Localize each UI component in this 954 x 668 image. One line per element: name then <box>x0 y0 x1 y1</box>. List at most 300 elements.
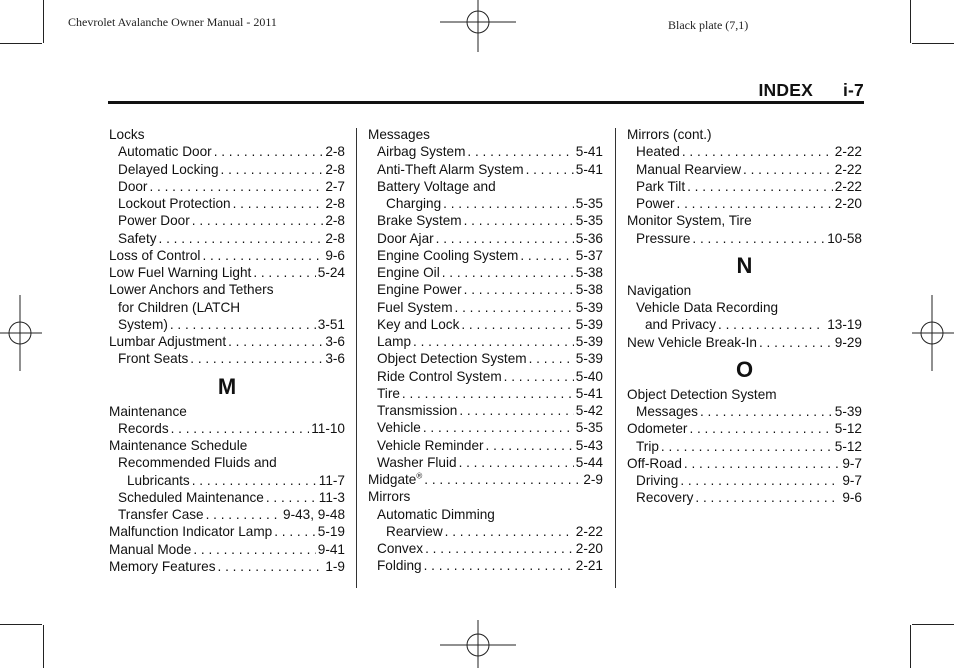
index-entry-page: 9-29 <box>834 334 862 350</box>
dot-leader <box>445 523 574 540</box>
index-entry-text: Navigation <box>627 282 692 298</box>
index-entry-page: 2-8 <box>325 196 345 211</box>
index-entry-label <box>118 489 264 506</box>
index-entry <box>627 178 862 195</box>
index-entry-text: Power <box>636 196 675 211</box>
index-entry-page: 5-12 <box>834 421 862 437</box>
index-entry-label <box>636 299 778 316</box>
index-entry-label <box>636 143 680 160</box>
index-entry <box>368 419 603 436</box>
index-entry-text: Object Detection System <box>377 351 527 367</box>
index-entry-label <box>118 350 188 367</box>
index-entry-text: Lockout Protection <box>118 196 231 211</box>
index-entry-page: 5-39 <box>575 351 603 367</box>
dot-leader <box>424 471 581 488</box>
index-entry-text: Midgate <box>368 472 417 487</box>
index-entry <box>627 299 862 316</box>
index-entry-label <box>377 333 411 350</box>
dot-leader <box>529 350 574 367</box>
index-entry-label <box>377 557 422 574</box>
index-entry <box>368 230 603 247</box>
index-entry-label <box>627 126 712 143</box>
index-entry-text: Odometer <box>627 421 688 437</box>
index-entry-label <box>627 386 777 403</box>
index-entry-label <box>118 316 168 333</box>
index-entry-label <box>118 299 240 316</box>
index-entry-page: 9-6 <box>842 490 862 506</box>
index-entry-page: 11-3 <box>318 489 345 505</box>
index-entry-label <box>377 264 440 281</box>
index-letter-heading: O <box>735 356 754 382</box>
index-entry-text: and Privacy <box>645 317 717 333</box>
index-entry-page: 5-36 <box>575 230 603 246</box>
index-entry <box>109 420 345 437</box>
index-entry-label <box>627 212 752 229</box>
index-entry-page: 5-41 <box>575 385 603 401</box>
index-entry-text: Power Door <box>118 213 190 229</box>
index-column-3 <box>627 126 862 507</box>
dot-leader <box>233 195 324 212</box>
index-entry-label <box>377 230 434 247</box>
index-entry-text: Washer Fluid <box>377 454 457 470</box>
dot-leader <box>759 334 833 351</box>
header-rule <box>108 101 864 104</box>
index-entry <box>627 316 862 333</box>
dot-leader <box>695 489 840 506</box>
index-entry-page: 5-39 <box>575 299 603 315</box>
registration-mark-bottom <box>440 620 516 668</box>
index-entry-text: Maintenance <box>109 403 187 419</box>
index-entry <box>368 247 603 264</box>
index-entry-text: Folding <box>377 558 422 574</box>
index-entry <box>109 454 345 471</box>
index-entry <box>109 195 345 212</box>
dot-leader <box>159 230 324 247</box>
index-entry-label <box>636 438 659 455</box>
index-entry-page: 2-20 <box>834 196 862 211</box>
index-entry-page: 3-6 <box>325 334 345 349</box>
index-entry <box>627 143 862 160</box>
index-entry <box>368 316 603 333</box>
dot-leader <box>467 143 573 160</box>
index-entry-label <box>368 126 430 143</box>
index-entry <box>368 402 603 419</box>
crop-mark-top-right-horizontal <box>912 43 954 44</box>
dot-leader <box>718 316 825 333</box>
index-entry-page: 5-19 <box>317 524 345 540</box>
dot-leader <box>486 437 574 454</box>
index-entry-page: 2-8 <box>325 230 345 246</box>
index-entry-page: 2-22 <box>834 178 862 194</box>
index-entry-page: 13-19 <box>827 317 862 333</box>
index-entry-page: 10-58 <box>827 230 862 246</box>
index-entry-label <box>109 523 272 540</box>
index-entry-page: 11-10 <box>311 420 345 436</box>
index-entry-label <box>109 541 191 558</box>
dot-leader <box>266 489 317 506</box>
index-entry <box>627 386 862 403</box>
index-entry-page: 2-7 <box>325 178 345 194</box>
index-entry <box>627 212 862 229</box>
dot-leader <box>464 281 574 298</box>
index-entry <box>109 541 345 558</box>
dot-leader <box>193 541 315 558</box>
index-column-2 <box>368 126 603 575</box>
registration-mark-top <box>440 0 516 52</box>
index-entry-label <box>118 230 157 247</box>
index-entry-page: 9-7 <box>842 473 862 488</box>
dot-leader <box>170 316 316 333</box>
index-entry <box>109 178 345 195</box>
index-entry-page: 2-22 <box>834 161 862 177</box>
index-page-number: i-7 <box>842 80 864 100</box>
dot-leader <box>221 161 324 178</box>
index-entry <box>627 455 862 472</box>
index-entry-text: Records <box>118 420 169 436</box>
index-entry-label <box>377 161 524 178</box>
index-entry-text: Front Seats <box>118 351 189 367</box>
index-entry <box>627 230 862 247</box>
index-entry-page: 2-20 <box>575 541 603 556</box>
index-entry-label <box>118 454 277 471</box>
column-divider-1 <box>356 128 357 588</box>
index-entry <box>109 143 345 160</box>
index-entry-page: 3-6 <box>325 351 345 367</box>
index-entry-label <box>377 540 423 557</box>
index-entry <box>109 437 345 454</box>
index-entry-label <box>636 230 690 247</box>
dot-leader <box>202 247 323 264</box>
index-entry-label <box>368 488 410 505</box>
index-entry-label <box>377 506 495 523</box>
index-entry-label <box>645 316 716 333</box>
index-entry-label <box>627 282 691 299</box>
dot-leader <box>436 230 574 247</box>
index-entry <box>109 523 345 540</box>
index-entry-page: 9-7 <box>842 455 862 471</box>
index-entry <box>368 281 603 298</box>
dot-leader <box>274 523 316 540</box>
dot-leader <box>661 438 833 455</box>
index-entry-label <box>377 212 462 229</box>
dot-leader <box>228 333 323 350</box>
index-entry-page: 2-8 <box>325 144 345 160</box>
index-entry-label <box>109 247 200 264</box>
index-entry-text: Heated <box>636 144 680 160</box>
index-entry-text: Off-Road <box>627 455 682 471</box>
index-entry-label <box>627 455 682 472</box>
dot-leader <box>464 212 574 229</box>
index-entry-text: Safety <box>118 230 157 246</box>
index-entry-label <box>118 506 204 523</box>
index-entry <box>627 195 862 212</box>
dot-leader <box>413 333 574 350</box>
index-entry-text: Transmission <box>377 403 458 418</box>
index-entry-page: 5-38 <box>575 282 603 298</box>
index-entry-label <box>627 334 757 351</box>
index-entry-label <box>377 454 457 471</box>
index-entry-label <box>636 161 741 178</box>
index-entry-text: Pressure <box>636 230 691 246</box>
index-entry-text: Engine Oil <box>377 265 440 280</box>
dot-leader <box>682 143 833 160</box>
index-entry-text: Object Detection System <box>627 386 777 402</box>
index-entry-page: 2-8 <box>325 213 345 229</box>
registration-mark-right <box>912 295 954 371</box>
index-entry <box>368 471 603 488</box>
index-entry <box>368 350 603 367</box>
index-entry <box>368 299 603 316</box>
index-entry-text: Driving <box>636 473 679 488</box>
index-entry-page: 2-22 <box>834 144 862 160</box>
index-entry-text: Maintenance Schedule <box>109 438 248 453</box>
registered-mark: ® <box>416 471 423 481</box>
dot-leader <box>192 212 324 229</box>
index-entry <box>109 281 345 298</box>
dot-leader <box>149 178 323 195</box>
index-entry-text: Automatic Dimming <box>377 506 495 522</box>
index-entry-page: 5-39 <box>834 404 862 419</box>
index-entry-text: Vehicle Reminder <box>377 437 484 453</box>
index-entry-label <box>118 178 147 195</box>
dot-leader <box>443 195 574 212</box>
index-entry-label <box>377 368 502 385</box>
index-entry-label <box>377 437 484 454</box>
plate-label: Black plate (7,1) <box>668 18 749 32</box>
index-entry-label <box>377 316 459 333</box>
index-entry-page: 2-8 <box>325 161 345 177</box>
index-entry <box>368 368 603 385</box>
dot-leader <box>253 264 315 281</box>
index-entry <box>368 506 603 523</box>
index-entry <box>368 143 603 160</box>
dot-leader <box>692 230 825 247</box>
index-entry-page: 5-35 <box>575 420 603 436</box>
crop-mark-bottom-right-horizontal <box>912 624 954 625</box>
index-entry-text: Messages <box>368 127 430 142</box>
crop-mark-bottom-right-vertical <box>910 625 911 668</box>
dot-leader <box>442 264 574 281</box>
index-entry-text: Mirrors (cont.) <box>627 127 712 142</box>
index-entry <box>627 472 862 489</box>
index-entry-text: Recommended Fluids and <box>118 455 277 471</box>
index-entry-text: Park Tilt <box>636 178 686 194</box>
index-entry <box>368 523 603 540</box>
index-entry-text: Vehicle <box>377 420 421 436</box>
index-entry <box>368 540 603 557</box>
index-entry <box>109 472 345 489</box>
index-entry-text: Monitor System, Tire <box>627 213 752 229</box>
index-entry-page: 9-41 <box>317 541 345 557</box>
index-entry-text: Recovery <box>636 490 694 506</box>
dot-leader <box>461 316 573 333</box>
index-entry-text: Tire <box>377 385 400 401</box>
index-entry <box>109 489 345 506</box>
index-entry-text: Loss of Control <box>109 247 201 263</box>
dot-leader <box>425 540 574 557</box>
dot-leader <box>192 472 317 489</box>
index-entry-page: 5-35 <box>575 196 603 211</box>
index-entry-text: Manual Rearview <box>636 161 742 177</box>
index-entry-text: Lamp <box>377 334 412 349</box>
index-entry <box>368 195 603 212</box>
index-header <box>758 80 864 101</box>
index-entry-page: 5-12 <box>834 438 862 454</box>
crop-mark-top-left-horizontal <box>0 43 42 44</box>
index-entry-text: Malfunction Indicator Lamp <box>109 524 273 540</box>
index-entry-label <box>377 402 457 419</box>
index-entry-label <box>636 403 698 420</box>
index-entry-label <box>109 558 216 575</box>
index-entry-label <box>118 143 212 160</box>
index-column-1 <box>109 126 345 575</box>
index-entry-label <box>118 212 190 229</box>
dot-leader <box>680 472 840 489</box>
index-entry-label <box>118 161 219 178</box>
dot-leader <box>700 403 833 420</box>
dot-leader <box>689 420 832 437</box>
dot-leader <box>743 161 833 178</box>
index-entry-text: Messages <box>636 404 698 419</box>
index-entry-text: Trip <box>636 438 659 454</box>
index-entry-text: Locks <box>109 127 145 142</box>
index-entry-label <box>109 437 247 454</box>
index-entry-page: 5-40 <box>575 368 603 384</box>
index-entry <box>109 247 345 264</box>
dot-leader <box>171 420 310 437</box>
index-entry-page: 5-39 <box>575 316 603 332</box>
dot-leader <box>526 161 574 178</box>
index-title: INDEX <box>758 80 813 100</box>
index-entry-label <box>377 178 496 195</box>
index-entry <box>627 161 862 178</box>
index-entry-page: 5-38 <box>575 265 603 280</box>
index-entry-text: Engine Power <box>377 282 462 298</box>
index-entry-label <box>377 281 462 298</box>
index-entry <box>109 264 345 281</box>
index-entry-page: 5-41 <box>575 144 603 160</box>
index-entry <box>627 282 862 299</box>
index-entry-page: 5-37 <box>575 247 603 263</box>
dot-leader <box>423 419 574 436</box>
index-entry-label <box>109 333 226 350</box>
index-entry-text: Door <box>118 178 148 194</box>
index-entry <box>109 126 345 143</box>
index-entry-text: Fuel System <box>377 299 453 315</box>
index-entry-label <box>118 195 231 212</box>
index-entry <box>368 126 603 143</box>
index-entry-page: 9-6 <box>325 247 345 263</box>
index-entry-page: 5-35 <box>575 213 603 229</box>
index-entry <box>368 557 603 574</box>
index-entry <box>109 299 345 316</box>
index-entry <box>109 161 345 178</box>
index-entry <box>368 212 603 229</box>
index-entry-label <box>377 419 421 436</box>
dot-leader <box>504 368 574 385</box>
index-entry-label <box>386 195 441 212</box>
registration-mark-left <box>0 295 42 371</box>
index-entry-label <box>636 472 678 489</box>
index-entry <box>627 420 862 437</box>
index-entry-page: 3-51 <box>317 316 345 332</box>
index-entry <box>627 489 862 506</box>
index-entry <box>368 264 603 281</box>
index-entry-text: Key and Lock <box>377 316 460 332</box>
manual-title: Chevrolet Avalanche Owner Manual - 2011 <box>68 15 277 29</box>
index-entry-text: Charging <box>386 196 442 211</box>
index-entry-text: Low Fuel Warning Light <box>109 265 252 280</box>
index-entry-label <box>377 350 527 367</box>
index-letter-heading: N <box>736 252 753 278</box>
dot-leader <box>455 299 574 316</box>
index-entry-label <box>368 471 422 488</box>
index-entry-text: Manual Mode <box>109 541 192 557</box>
index-entry-text: Lubricants <box>127 472 190 488</box>
index-entry-text: Mirrors <box>368 489 411 505</box>
index-entry-text: Lumbar Adjustment <box>109 334 227 349</box>
crop-mark-bottom-left-horizontal <box>0 624 42 625</box>
index-entry-text: Battery Voltage and <box>377 178 496 194</box>
index-entry-text: Anti-Theft Alarm System <box>377 161 524 177</box>
index-entry-label <box>109 281 274 298</box>
index-entry <box>109 558 345 575</box>
index-entry-label <box>636 195 675 212</box>
index-entry-page: 5-42 <box>575 403 603 418</box>
crop-mark-top-left-vertical <box>43 0 44 43</box>
index-entry <box>368 161 603 178</box>
index-entry-label <box>627 420 687 437</box>
dot-leader <box>218 558 324 575</box>
index-entry-text: New Vehicle Break-In <box>627 334 757 350</box>
index-entry <box>109 212 345 229</box>
index-entry-page: 1-9 <box>325 558 345 574</box>
index-entry-page: 5-24 <box>317 265 345 280</box>
index-entry <box>368 385 603 402</box>
index-entry-label <box>118 420 169 437</box>
dot-leader <box>459 454 574 471</box>
index-entry-label <box>636 178 685 195</box>
index-entry-page: 2-21 <box>575 558 603 574</box>
dot-leader <box>214 143 324 160</box>
column-divider-2 <box>615 128 616 588</box>
index-entry <box>627 438 862 455</box>
index-entry <box>109 506 345 523</box>
index-entry-page: 5-43 <box>575 437 603 453</box>
index-entry <box>627 403 862 420</box>
index-entry-label <box>109 403 187 420</box>
index-entry-text: Airbag System <box>377 144 466 160</box>
index-entry-label <box>377 143 465 160</box>
index-entry-text: Scheduled Maintenance <box>118 489 264 505</box>
index-entry <box>368 437 603 454</box>
index-entry-label <box>109 126 145 143</box>
index-entry-text: Brake System <box>377 213 462 229</box>
index-entry-page: 2-22 <box>575 523 603 539</box>
index-entry-text: Engine Cooling System <box>377 247 519 263</box>
dot-leader <box>402 385 574 402</box>
index-entry-text: Transfer Case <box>118 507 204 522</box>
dot-leader <box>677 195 833 212</box>
index-entry-text: Ride Control System <box>377 368 502 384</box>
index-entry-text: Convex <box>377 541 424 556</box>
dot-leader <box>459 402 573 419</box>
index-entry <box>109 350 345 367</box>
index-entry-page: 11-7 <box>318 472 345 488</box>
index-entry <box>627 334 862 351</box>
index-entry <box>368 333 603 350</box>
dot-leader <box>424 557 574 574</box>
